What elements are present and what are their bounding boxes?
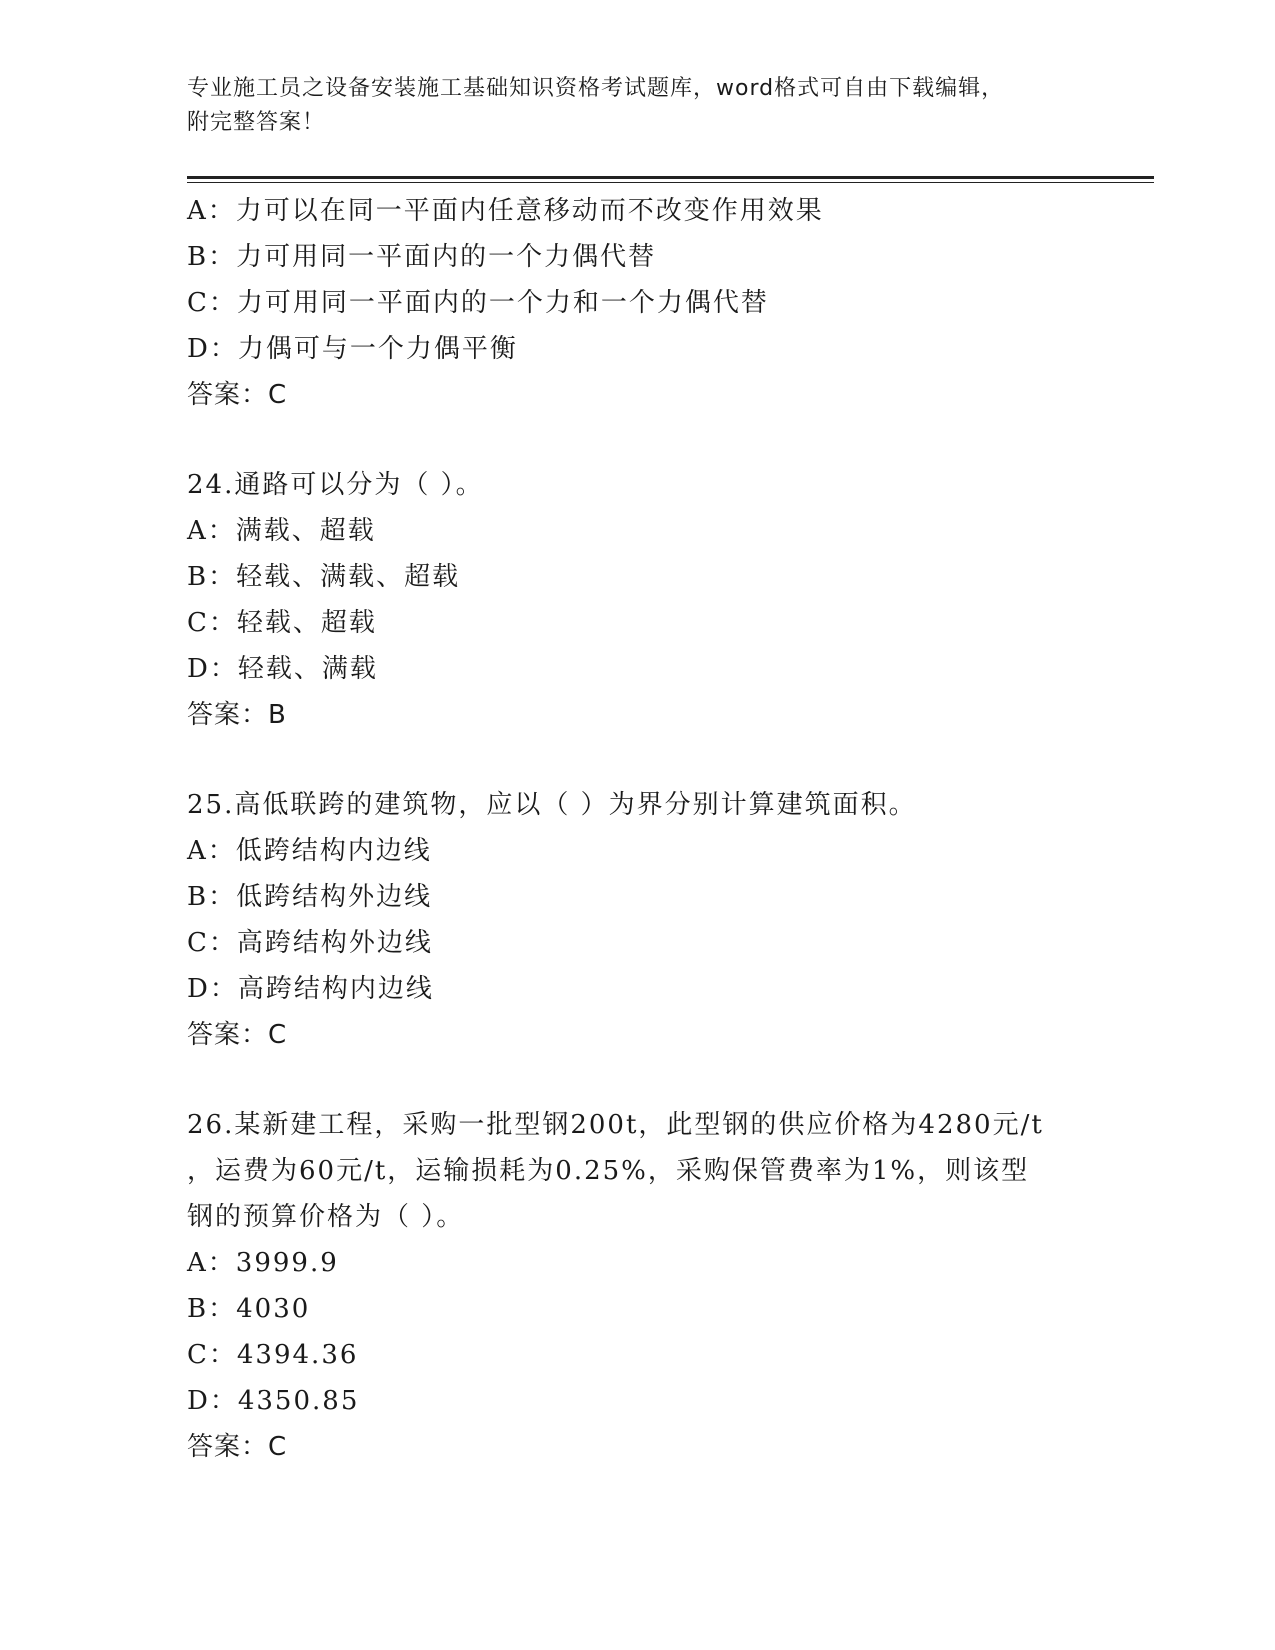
option-c: C：高跨结构外边线 (187, 928, 433, 958)
question-26 (187, 1102, 1087, 1470)
option-d: D：4350.85 (187, 1386, 360, 1416)
question-23 (187, 188, 1087, 418)
option-d: D：高跨结构内边线 (187, 974, 434, 1004)
question-24 (187, 462, 1087, 738)
option-a: A：3999.9 (187, 1248, 339, 1278)
question-stem-line-3: 钢的预算价格为（ ）。 (187, 1202, 465, 1232)
option-d: D：轻载、满载 (187, 654, 378, 684)
option-d: D：力偶可与一个力偶平衡 (187, 334, 518, 364)
option-b: B：4030 (187, 1294, 311, 1324)
header-line-2: 附完整答案！ (187, 110, 326, 135)
option-b: B：力可用同一平面内的一个力偶代替 (187, 242, 657, 272)
option-a: A：低跨结构内边线 (187, 836, 432, 866)
option-a: A：满载、超载 (187, 516, 376, 546)
option-b: B：低跨结构外边线 (187, 882, 433, 912)
question-stem: 24.通路可以分为（ ）。 (187, 470, 484, 500)
answer: 答案：C (187, 1020, 288, 1050)
header-line-1: 专业施工员之设备安装施工基础知识资格考试题库，word格式可自由下载编辑， (187, 76, 1005, 101)
header-rule-thin (187, 182, 1154, 183)
option-b: B：轻载、满载、超载 (187, 562, 461, 592)
question-25 (187, 782, 1087, 1058)
question-list (187, 188, 1087, 1470)
header-rule-thick (187, 176, 1154, 179)
answer: 答案：B (187, 700, 287, 730)
question-stem: 25.高低联跨的建筑物，应以（ ）为界分别计算建筑面积。 (187, 790, 917, 820)
option-c: C：轻载、超载 (187, 608, 377, 638)
answer: 答案：C (187, 380, 288, 410)
option-c: C：力可用同一平面内的一个力和一个力偶代替 (187, 288, 769, 318)
document-header (187, 72, 1067, 140)
option-c: C：4394.36 (187, 1340, 359, 1370)
question-stem-line-1: 26.某新建工程，采购一批型钢200t，此型钢的供应价格为4280元/t (187, 1110, 1044, 1140)
answer: 答案：C (187, 1432, 288, 1462)
option-a: A：力可以在同一平面内任意移动而不改变作用效果 (187, 196, 824, 226)
question-stem-line-2: ，运费为60元/t，运输损耗为0.25%，采购保管费率为1%，则该型 (187, 1156, 1030, 1186)
